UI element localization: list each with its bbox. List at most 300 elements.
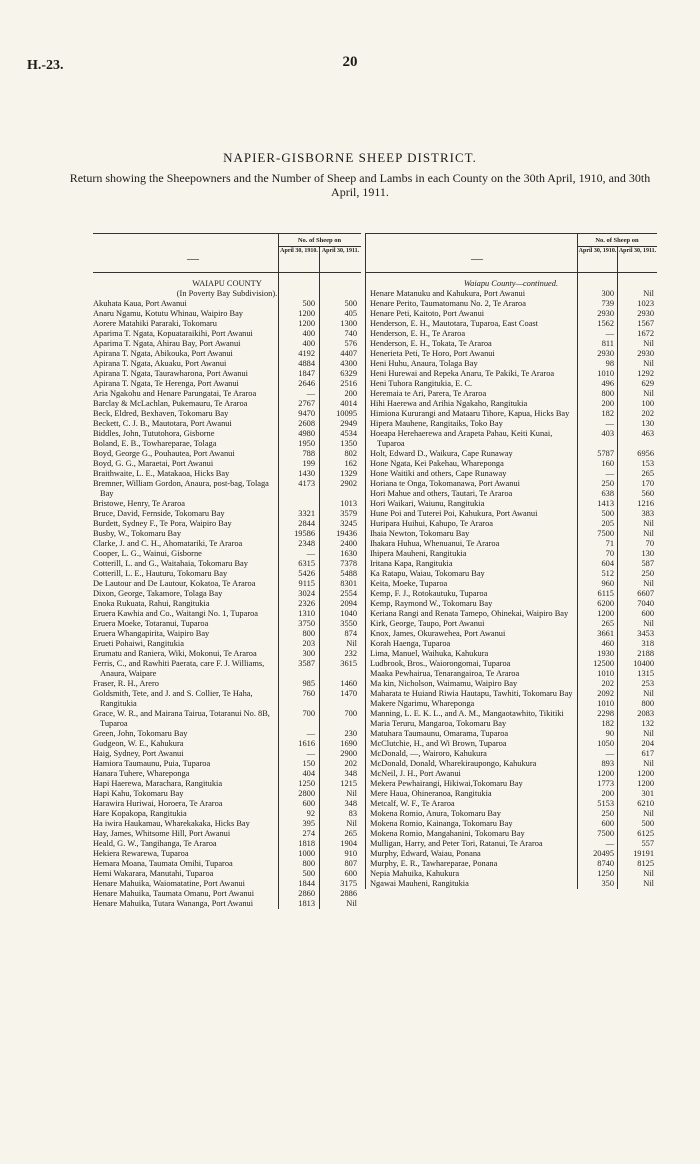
- sheep-1910: 1010: [597, 699, 614, 708]
- sheep-1910: 300: [601, 289, 614, 298]
- sheep-1910: 4192: [298, 349, 315, 358]
- owner-name: Apirana T. Ngata, Taurawharona, Port Awanui: [93, 369, 248, 378]
- owner-name: Hori Waikari, Waiunu, Rangitukia: [370, 499, 485, 508]
- sheep-1910: 1200: [298, 319, 315, 328]
- sheep-1910: 98: [605, 359, 614, 368]
- sheep-1911: 170: [641, 479, 654, 488]
- table-row: [93, 519, 361, 529]
- sheep-1911: 5488: [340, 569, 357, 578]
- owner-name: Barclay & McLachlan, Pukemauru, Te Araroa: [93, 399, 248, 408]
- sheep-1910: 1813: [298, 899, 315, 908]
- table-row: [93, 389, 361, 399]
- sheep-1910: —: [306, 389, 315, 398]
- table-row: [365, 319, 657, 329]
- sheep-1910: 400: [302, 329, 315, 338]
- owner-name: Braithwaite, L. E., Matakaoa, Hicks Bay: [93, 469, 230, 478]
- table-row: [93, 859, 361, 869]
- sheep-1910: 350: [601, 879, 614, 888]
- owner-name: Mulligan, Harry, and Peter Tori, Ratanui, Te Araroa: [370, 839, 543, 848]
- table-row: [365, 299, 657, 309]
- owner-name: Apirana T. Ngata, Te Herenga, Port Awanui: [93, 379, 239, 388]
- sheep-1910: 300: [302, 649, 315, 658]
- sheep-1910: 6200: [597, 599, 614, 608]
- sheep-1910: 1847: [298, 369, 315, 378]
- sheep-1910: —: [605, 419, 614, 428]
- owner-name: McDonald, Donald, Wharekiraupongo, Kahukura: [370, 759, 537, 768]
- owner-name: Eruera Moeke, Totaranui, Tuparoa: [93, 619, 209, 628]
- header-dash: —: [187, 251, 199, 265]
- sheep-1910: 496: [601, 379, 614, 388]
- sheep-1911: Nil: [643, 339, 654, 348]
- sheep-1911: 1315: [637, 669, 654, 678]
- owner-name: Henare Mahuika, Waiomatatine, Port Awanui: [93, 879, 245, 888]
- sheep-1910: 1310: [298, 609, 315, 618]
- owner-name: Eruera Kawhia and Co., Waitangi No. 1, Tuparoa: [93, 609, 259, 618]
- sheep-1910: 160: [601, 459, 614, 468]
- owner-name: Ihakara Huhua, Whenuanui, Te Araroa: [370, 539, 500, 548]
- header-group: No. of Sheep on: [278, 236, 361, 247]
- owner-name: Haig, Sydney, Port Awanui: [93, 749, 184, 758]
- sheep-1910: 3661: [597, 629, 614, 638]
- owner-name: Mokena Romio, Mangahanini, Tokomaru Bay: [370, 829, 525, 838]
- table-row: [93, 379, 361, 389]
- table-row: [93, 409, 361, 419]
- sheep-1910: 1930: [597, 649, 614, 658]
- sheep-1910: 811: [601, 339, 614, 348]
- table-row: [93, 359, 361, 369]
- sheep-1911: 153: [641, 459, 654, 468]
- sheep-1910: 7500: [597, 829, 614, 838]
- table-row: [93, 469, 361, 479]
- owner-name: Ferris, C., and Rawhiti Paerata, care F. J. Williams, Anaura, Waipare: [93, 659, 265, 678]
- header-group: No. of Sheep on: [577, 236, 657, 247]
- sheep-1911: 740: [344, 329, 357, 338]
- sheep-1910: —: [605, 749, 614, 758]
- owner-name: Ha iwira Haukamau, Wharekakaka, Hicks Bay: [93, 819, 250, 828]
- owner-name: Hone Ngata, Kei Pakehau, Whareponga: [370, 459, 504, 468]
- owner-name: Apirana T. Ngata, Akuaku, Port Awanui: [93, 359, 227, 368]
- owner-name: Harawira Huriwai, Horoera, Te Araroa: [93, 799, 223, 808]
- sheep-1910: 2092: [597, 689, 614, 698]
- sheep-1910: 182: [601, 719, 614, 728]
- table-row: [365, 389, 657, 399]
- owner-name: Hamiora Taumaunu, Puia, Tuparoa: [93, 759, 211, 768]
- table-row: [365, 549, 657, 559]
- sheep-1910: 19586: [294, 529, 315, 538]
- sheep-1910: —: [306, 749, 315, 758]
- owner-name: Heni Hurewai and Repeka Anaru, Te Pakiki, Te Araroa: [370, 369, 555, 378]
- owner-name: Akuhata Kaua, Port Awanui: [93, 299, 187, 308]
- sheep-1911: 6956: [637, 449, 654, 458]
- sheep-1910: 985: [302, 679, 315, 688]
- sheep-1910: 1010: [597, 669, 614, 678]
- sheep-1910: 2767: [298, 399, 315, 408]
- table-row: [93, 769, 361, 779]
- owner-name: Aorere Matahiki Pararaki, Tokomaru: [93, 319, 217, 328]
- owner-name: Mere Haua, Ohineranoa, Rangitukia: [370, 789, 492, 798]
- table-row: [93, 569, 361, 579]
- sheep-1911: 348: [344, 799, 357, 808]
- sheep-1911: 4407: [340, 349, 357, 358]
- table-row: [93, 449, 361, 459]
- sheep-1911: 130: [641, 549, 654, 558]
- owner-name: Kirk, George, Taupo, Port Awanui: [370, 619, 485, 628]
- owner-name: Henare Perito, Taumatomanu No. 2, Te Araroa: [370, 299, 526, 308]
- owner-name: Keriana Rangi and Renata Tamepo, Ohinekai, Waipiro Bay: [370, 609, 569, 618]
- table-row: [365, 429, 657, 449]
- owner-name: Hipera Mauhene, Rangitaiks, Toko Bay: [370, 419, 503, 428]
- owner-name: Hapi Haerewa, Marachara, Rangitukia: [93, 779, 223, 788]
- sheep-1911: 204: [641, 739, 654, 748]
- owner-name: Lima, Manuel, Waihuka, Kahukura: [370, 649, 489, 658]
- owner-name: Henare Mahuika, Tutara Wananga, Port Awanui: [93, 899, 254, 908]
- header-col1: April 30, 1910.: [280, 248, 318, 254]
- sheep-1910: 600: [302, 799, 315, 808]
- owner-name: Knox, James, Okurawehea, Port Awanui: [370, 629, 506, 638]
- sheep-1911: Nil: [346, 789, 357, 798]
- sheep-1911: 7378: [340, 559, 357, 568]
- table-left-body: [93, 273, 361, 909]
- sheep-1911: 2188: [637, 649, 654, 658]
- table-row: [365, 609, 657, 619]
- page-number: 20: [342, 54, 358, 70]
- sheep-1910: 182: [601, 409, 614, 418]
- table-row: [365, 619, 657, 629]
- table-row: [365, 689, 657, 699]
- sheep-1911: 2949: [340, 419, 357, 428]
- sheep-1911: 348: [344, 769, 357, 778]
- subsection-heading: (In Poverty Bay Subdivision).: [176, 289, 278, 298]
- sheep-1910: —: [306, 729, 315, 738]
- sheep-1911: 3245: [340, 519, 357, 528]
- owner-name: Hihi Haerewa and Arihia Ngakaho, Rangitukia: [370, 399, 528, 408]
- owner-name: Horiana te Onga, Tokomanawa, Port Awanui: [370, 479, 520, 488]
- sheep-1911: 10400: [633, 659, 654, 668]
- sheep-1910: 20495: [593, 849, 614, 858]
- owner-name: Ka Ratapu, Waiau, Tokomaru Bay: [370, 569, 485, 578]
- table-row: [365, 489, 657, 499]
- table-row: [93, 849, 361, 859]
- sheep-1911: Nil: [643, 729, 654, 738]
- sheep-1911: 132: [641, 719, 654, 728]
- owner-name: Erueti Pohaiwi, Rangitukia: [93, 639, 184, 648]
- sheep-1910: 1050: [597, 739, 614, 748]
- owner-name: Henare Peti, Kaitoto, Port Awanui: [370, 309, 485, 318]
- sheep-1911: 600: [641, 609, 654, 618]
- table-row: [365, 759, 657, 769]
- table-row: [93, 459, 361, 469]
- sheep-1910: 2326: [298, 599, 315, 608]
- owner-name: Metcalf, W. F., Te Araroa: [370, 799, 455, 808]
- sheep-1910: 512: [601, 569, 614, 578]
- table-row: [93, 599, 361, 609]
- sheep-1910: 638: [601, 489, 614, 498]
- table-row: [93, 529, 361, 539]
- sheep-1910: 1773: [597, 779, 614, 788]
- owner-name: McClutchie, H., and Wi Brown, Tuparoa: [370, 739, 507, 748]
- owner-name: Maaka Pewhairua, Tenarangairoa, Te Araroa: [370, 669, 520, 678]
- owner-name: Bruce, David, Fernside, Tokomaru Bay: [93, 509, 225, 518]
- owner-name: Nepia Mahuika, Kahukura: [370, 869, 460, 878]
- sheep-1911: 500: [641, 819, 654, 828]
- table-row: [365, 799, 657, 809]
- table-row: [93, 639, 361, 649]
- table-row: [93, 439, 361, 449]
- sheep-1911: 802: [344, 449, 357, 458]
- owner-name: Iritana Kapa, Rangitukia: [370, 559, 453, 568]
- sheep-1911: 3579: [340, 509, 357, 518]
- sheep-1910: 2844: [298, 519, 315, 528]
- sheep-1910: 2860: [298, 889, 315, 898]
- owner-name: Murphy, Edward, Waiau, Ponana: [370, 849, 481, 858]
- table-row: [365, 659, 657, 669]
- table-row: [93, 809, 361, 819]
- owner-name: Henderson, E. H., Tokata, Te Araroa: [370, 339, 492, 348]
- table-right-header: [365, 233, 657, 273]
- owner-name: Erumatu and Raniera, Wiki, Mokonui, Te Araroa: [93, 649, 257, 658]
- sheep-1910: 5426: [298, 569, 315, 578]
- header-dash: —: [471, 251, 483, 265]
- sheep-1910: 265: [601, 619, 614, 628]
- table-row: [365, 379, 657, 389]
- sheep-1910: 202: [601, 679, 614, 688]
- sheep-1910: 5153: [597, 799, 614, 808]
- sheep-1910: 739: [601, 299, 614, 308]
- table-right-body: [365, 273, 657, 889]
- sheep-1911: 6125: [637, 829, 654, 838]
- table-row: [93, 829, 361, 839]
- owner-name: Enoka Rukuata, Rahui, Rangitukia: [93, 599, 210, 608]
- sheep-1910: 2646: [298, 379, 315, 388]
- table-row: [93, 579, 361, 589]
- sheep-1910: 7500: [597, 529, 614, 538]
- table-row: [365, 449, 657, 459]
- owner-name: Hare Kopakopa, Rangitukia: [93, 809, 187, 818]
- sheep-1911: 130: [641, 419, 654, 428]
- sheep-1911: 6329: [340, 369, 357, 378]
- owner-name: Hoeapa Herehaerewa and Arapeta Pahau, Keiti Kunai, Tuparoa: [370, 429, 553, 448]
- sheep-1910: 2608: [298, 419, 315, 428]
- sheep-1911: 1023: [637, 299, 654, 308]
- table-row: [93, 759, 361, 769]
- owner-name: Maharata te Huiand Riwia Hautapu, Tawhiti, Tokomaru Bay: [370, 689, 573, 698]
- sheep-1910: —: [605, 329, 614, 338]
- owner-name: Hemi Wakarara, Manutahi, Tuparoa: [93, 869, 214, 878]
- table-row: [365, 289, 657, 299]
- owner-name: McDonald, —, Wairoro, Kahukura: [370, 749, 487, 758]
- table-row: [365, 769, 657, 779]
- sheep-1911: 202: [641, 409, 654, 418]
- owner-name: Matuhara Taumaunu, Omarama, Tuparoa: [370, 729, 509, 738]
- sheep-1911: 405: [344, 309, 357, 318]
- sheep-1911: 1630: [340, 549, 357, 558]
- sheep-1911: 83: [348, 809, 357, 818]
- table-row: [365, 349, 657, 359]
- sheep-1911: 2930: [637, 309, 654, 318]
- sheep-1911: 4014: [340, 399, 357, 408]
- owner-name: Henare Mahuika, Taumata Omanu, Port Awanui: [93, 889, 255, 898]
- sheep-1911: 1567: [637, 319, 654, 328]
- sheep-1910: 3024: [298, 589, 315, 598]
- owner-name: Cooper, L. G., Wainui, Gisborne: [93, 549, 202, 558]
- table-row: [93, 509, 361, 519]
- owner-name: Boland, E. B., Towhareparae, Tolaga: [93, 439, 217, 448]
- sheep-1910: 1250: [597, 869, 614, 878]
- sheep-1911: 7040: [637, 599, 654, 608]
- table-row: [365, 559, 657, 569]
- sheep-1910: 250: [601, 479, 614, 488]
- sheep-1911: 3550: [340, 619, 357, 628]
- table-row: [93, 369, 361, 379]
- table-row: [93, 329, 361, 339]
- sheep-1910: 760: [302, 689, 315, 698]
- sheep-1910: 400: [302, 339, 315, 348]
- sheep-1911: Nil: [643, 809, 654, 818]
- sheep-1910: 3750: [298, 619, 315, 628]
- owner-name: Aria Ngakohu and Henare Parungatai, Te Araroa: [93, 389, 257, 398]
- sheep-1910: 8740: [597, 859, 614, 868]
- sheep-1910: 700: [302, 709, 315, 718]
- table-row: [365, 539, 657, 549]
- table-row: [93, 549, 361, 559]
- table-row: [93, 689, 361, 709]
- owner-name: Eruera Whangapirita, Waipiro Bay: [93, 629, 210, 638]
- sheep-1911: 6607: [637, 589, 654, 598]
- table-row: [93, 299, 361, 309]
- sheep-1911: 2400: [340, 539, 357, 548]
- table-row: [93, 879, 361, 889]
- sheep-1910: 600: [601, 819, 614, 828]
- sheep-1910: 1200: [298, 309, 315, 318]
- owner-name: Hori Mahue and others, Tautari, Te Araroa: [370, 489, 513, 498]
- table-row: [365, 359, 657, 369]
- sheep-1910: 2348: [298, 539, 315, 548]
- sheep-1910: 205: [601, 519, 614, 528]
- sheep-1910: 1844: [298, 879, 315, 888]
- sheep-1910: —: [605, 839, 614, 848]
- sheep-1911: Nil: [643, 759, 654, 768]
- sheep-1911: 1040: [340, 609, 357, 618]
- sheep-1910: 395: [302, 819, 315, 828]
- table-row: [365, 859, 657, 869]
- table-row: [365, 789, 657, 799]
- sheep-1911: Nil: [643, 529, 654, 538]
- owner-name: Ma kin, Nicholson, Waimamu, Waipiro Bay: [370, 679, 518, 688]
- sheep-1911: 2900: [340, 749, 357, 758]
- sheep-1910: 2298: [597, 709, 614, 718]
- sheep-1911: Nil: [643, 879, 654, 888]
- owner-name: Bremner, William Gordon, Anaura, post-bag, Tolaga Bay: [93, 479, 269, 498]
- sheep-1911: 1672: [637, 329, 654, 338]
- sheep-1910: 6315: [298, 559, 315, 568]
- table-row: [93, 869, 361, 879]
- sheep-1910: 500: [601, 509, 614, 518]
- sheep-1910: 4980: [298, 429, 315, 438]
- sheep-1911: 1460: [340, 679, 357, 688]
- sheep-1911: 10095: [336, 409, 357, 418]
- table-row: [365, 309, 657, 319]
- owner-name: Boyd, George G., Pouhautea, Port Awanui: [93, 449, 235, 458]
- sheep-1911: 874: [344, 629, 357, 638]
- table-row: [93, 799, 361, 809]
- table-row: [365, 729, 657, 739]
- owner-name: Manning, L. E. K. L., and A. M., Mangaotawhito, Tikitiki: [370, 709, 564, 718]
- sheep-1911: Nil: [643, 519, 654, 528]
- table-row: [93, 789, 361, 799]
- owner-name: Henderson, E. H., Mautotara, Tuparoa, East Coast: [370, 319, 538, 328]
- table-row: [365, 529, 657, 539]
- sheep-1911: 587: [641, 559, 654, 568]
- owner-name: Grace, W. R., and Mairana Tairua, Totaranui No. 8B, Tuparoa: [93, 709, 270, 728]
- sheep-1910: 1200: [597, 769, 614, 778]
- owner-name: Hekiera Rewarewa, Tuparoa: [93, 849, 189, 858]
- table-row: [365, 699, 657, 709]
- sheep-1911: 8125: [637, 859, 654, 868]
- section-heading: Waiapu County—continued.: [463, 279, 559, 288]
- sheep-1910: 1200: [597, 609, 614, 618]
- owner-name: Huripara Huihui, Kahupo, Te Araroa: [370, 519, 493, 528]
- sheep-1911: Nil: [643, 359, 654, 368]
- owner-name: Aparima T. Ngata, Kopuataraikihi, Port Awanui: [93, 329, 253, 338]
- owner-name: Murphy, E. R., Tawhareparae, Ponana: [370, 859, 498, 868]
- owner-name: Clarke, J. and C. H., Ahomatariki, Te Araroa: [93, 539, 243, 548]
- sheep-1910: 1818: [298, 839, 315, 848]
- sheep-1911: 265: [641, 469, 654, 478]
- sheep-1910: 2930: [597, 309, 614, 318]
- sheep-1910: 2930: [597, 349, 614, 358]
- sheep-1910: 1616: [298, 739, 315, 748]
- sheep-1911: 617: [641, 749, 654, 758]
- owner-name: Apirana T. Ngata, Abikouka, Port Awanui: [93, 349, 233, 358]
- owner-name: Fraser, R. H., Arero: [93, 679, 159, 688]
- sheep-1911: 2930: [637, 349, 654, 358]
- owner-name: Green, John, Tokomaru Bay: [93, 729, 188, 738]
- sheep-1910: 250: [601, 809, 614, 818]
- owner-name: Kemp, Raymond W., Tokomaru Bay: [370, 599, 493, 608]
- owner-name: Boyd, G. G., Maraetai, Port Awanui: [93, 459, 214, 468]
- owner-name: Heald, G. W., Tangihanga, Te Araroa: [93, 839, 217, 848]
- sheep-1911: 1200: [637, 769, 654, 778]
- sheep-1910: 404: [302, 769, 315, 778]
- sheep-1910: 90: [605, 729, 614, 738]
- sheep-1911: 4300: [340, 359, 357, 368]
- sheep-1911: 250: [641, 569, 654, 578]
- sheep-1910: 92: [306, 809, 315, 818]
- sheep-1910: 3321: [298, 509, 315, 518]
- sheep-1911: 557: [641, 839, 654, 848]
- owner-name: Henerieta Peti, Te Horo, Port Awanui: [370, 349, 495, 358]
- table-row: [93, 619, 361, 629]
- sheep-1911: 500: [344, 299, 357, 308]
- table-row: [365, 879, 657, 889]
- table-row: [93, 819, 361, 829]
- sheep-1911: 807: [344, 859, 357, 868]
- sheep-1911: Nil: [346, 639, 357, 648]
- table-row: [365, 709, 657, 719]
- sheep-1910: 800: [302, 859, 315, 868]
- owner-name: Bristowe, Henry, Te Araroa: [93, 499, 185, 508]
- owner-name: Cotterill, L. and G., Waitahaia, Tokomaru Bay: [93, 559, 248, 568]
- table-row: [365, 829, 657, 839]
- sheep-1911: 1329: [340, 469, 357, 478]
- table-row: [365, 569, 657, 579]
- owner-name: Maria Teruru, Mangaroa, Tokomaru Bay: [370, 719, 507, 728]
- table-row: [93, 559, 361, 569]
- owner-name: Heremaia te Ari, Parera, Te Araroa: [370, 389, 487, 398]
- sheep-1911: 576: [344, 339, 357, 348]
- header-col2: April 30, 1911.: [321, 248, 360, 254]
- sheep-1910: 5787: [597, 449, 614, 458]
